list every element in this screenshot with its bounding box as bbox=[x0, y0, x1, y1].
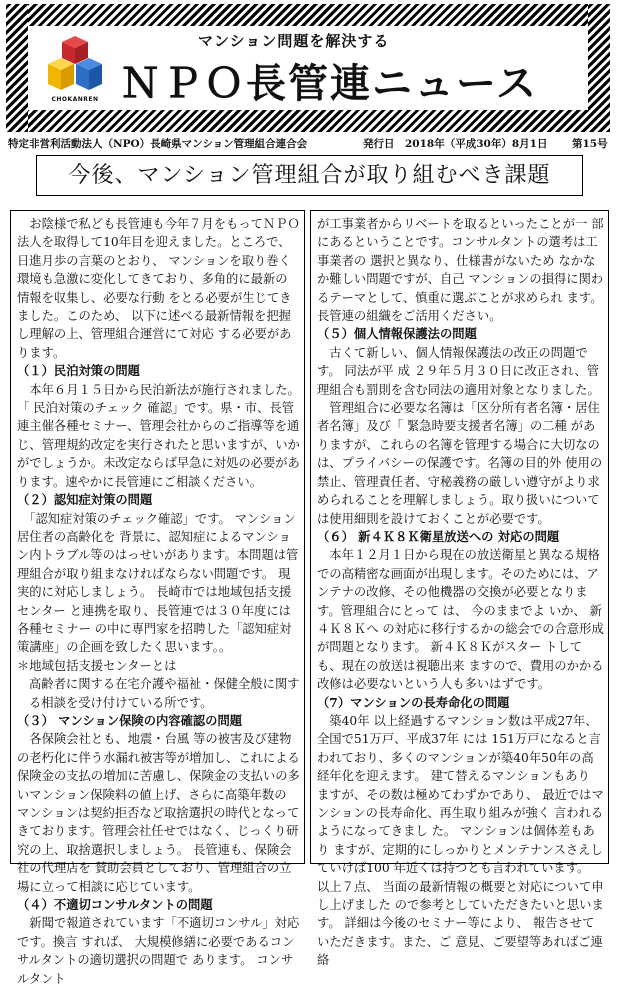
paragraph: 高齢者に関する在宅介護や福祉・保健全般に関する相談を受け付けている所です。 bbox=[29, 677, 300, 710]
article-headline: 今後、マンション管理組合が取り組むべき課題 bbox=[36, 155, 583, 196]
section-heading: （６） 新４Ｋ８Ｋ衛星放送への 対応の問題 bbox=[317, 528, 560, 544]
section-heading: （３） マンション保険の内容確認の問題 bbox=[17, 712, 243, 728]
hatched-border-top bbox=[6, 4, 610, 26]
section-heading: （２）認知症対策の問題 bbox=[17, 492, 153, 508]
hatched-border-right bbox=[588, 4, 610, 132]
logo-caption: CHOKANREN bbox=[51, 96, 99, 103]
right-column bbox=[310, 210, 609, 968]
publisher-line bbox=[8, 136, 608, 151]
section-heading: （４）不適切コンサルタントの問題 bbox=[17, 897, 213, 913]
masthead bbox=[6, 4, 610, 132]
paragraph: 「認知症対策のチェック確認」です。 マンション居住者の高齢化を 背景に、認知症によるマンション内トラブル等のはっせいがあります。本問題は管理組合が取り組まなければならない問題です。 現実的に対応しましょう。 長崎市では地域包括支援センター と連携を取り、長管連では３０年度には各種セミナー の中に専門家を招聘した「認知症対策講座」の企画を致したく思います。。 bbox=[17, 511, 299, 655]
paragraph: ＊地域包括支援センターとは bbox=[17, 658, 177, 673]
section-heading: （7）マンションの長寿命化の問題 bbox=[317, 694, 510, 710]
paragraph: 本年６月１５日から民泊新法が施行されました。「 民泊対策のチェック 確認」です。県・市、長管連主催各種セミナー、管理会社からのご指導等を通じ、管理規約改定を実行されたと思いますが、いかがでしょうか。未改定ならば早急に対処の必要があります。速やかに長管連にご相談ください。 bbox=[17, 382, 300, 489]
section-heading: （１）民泊対策の問題 bbox=[17, 363, 140, 379]
paragraph: 新聞で報道されています「不適切コンサル」対応です。換言 すれば、 大規模修繕に必要であるコンサルタントの適切選択の問題で あります。 コンサルタント bbox=[17, 916, 300, 986]
paragraph: 本年１２月１日から現在の放送衛星と異なる規格での高精密な画面が出現します。そのためには、アンテナの改修、その他機器の交換が必要となります。管理組合にとって は、 今のままでよ いか、 新４Ｋ８Ｋへ の対応に移行するかの総会での合意形成が問題となります。 新４Ｋ８Ｋがスター トしても、現在の放送は視聴出来 ますので、費用のかかる改修は必要ないという人も多いはずです。 bbox=[317, 548, 604, 692]
paragraph: 築40年 以上経過するマンション数は平成27年、全国で51万戸、平成37年 には 151万戸になると言われており、多くのマンションが築40年50年の高経年化を迎えます。 建て替えるマンションもあり ますが、その数は極めてわずかであり、 最近ではマンションの長寿命化、再生取り組みが強く 言われるようになってきまし た。 マンションは個体差もあり ますが、定期的にしっかりとメンテナンスさえしていけば100 年近くは持つとも言われています。 bbox=[317, 713, 604, 876]
newsletter-subtitle: マンション問題を解決する bbox=[198, 32, 390, 50]
issue-number: 第15号 bbox=[572, 138, 608, 150]
paragraph: 古くて新しい、個人情報保護法の改正の問題です。 同法が平 成 ２９年５月３０日に改正され、管理組合も罰則を含む同法の適用対象となりました。 bbox=[317, 345, 600, 397]
paragraph: が工事業者からリベートを取るといったことが一 部にあるということです。コンサルタントの選考は工事業者の 選択と異なり、仕様書がないため なかなか難しい問題ですが、自己 マンションの損得に関わるテーマとして、慎重に選ぶことが求められ ます。 長管連の組織をご活用ください。 bbox=[317, 217, 604, 324]
masthead-inner bbox=[28, 26, 588, 110]
publication-date: 発行日 2018年（平成30年）8月1日 bbox=[363, 138, 548, 150]
hatched-border-bottom bbox=[6, 110, 610, 132]
hatched-border-left bbox=[6, 4, 28, 132]
left-column bbox=[10, 210, 305, 986]
paragraph: お陰様で私ども長管連も今年７月をもってＮＰＯ法人を取得して10年目を迎えました。ところで、日進月歩の言葉のとおり、 マンションを取り巻く環境も急激に変化してきており、多角的に最新の 情報を収集し、必要な行動 をとる必要が生じてきました。このため、 以下に述べる最新情報を把握 し理解の上、管理組合運営にて対応 する必要があります。 bbox=[17, 217, 300, 360]
newsletter-title: ＮＰＯ長管連ニュース bbox=[120, 60, 538, 107]
section-heading: （５）個人情報保護法の問題 bbox=[317, 326, 477, 342]
publisher-org: 特定非営利活動法人（NPO）長崎県マンション管理組合連合会 bbox=[8, 138, 308, 150]
paragraph: 管理組合に必要な名簿は「区分所有者名簿・居住者名簿」及び「 緊急時要支援者名簿」の二種 がありますが、これらの名簿を管理する場合に大切なのは、プライバシーの保護です。名簿の目的外 使用の禁止、管理責任者、守秘義務の厳しい遵守がより求められることを理解しましょう。取り扱いについては使用細則を設けておくことが必要です。 bbox=[317, 401, 603, 526]
paragraph: 各保険会社とも、地震・台風 等の被害及び建物の老朽化に伴う水漏れ被害等が増加し、これによる保険金の支払の増加に苦慮し、保険金の支払いの多いマンション保険料の値上げ、さらに高築年数の マンションは契約拒否など取捨選択の時代となってきております。管理会社任せではなく、じっくり研究の上、取捨選択しましょう。 長管連も、保険会社の代理店を 賛助会員としており、管理組合の立場に立って相談に応じています。 bbox=[17, 732, 300, 894]
paragraph: 以上７点、 当面の最新情報の概要と対応について申し上げました ので参考としていただきたいと思います。 詳細は今後のセミナー等により、 報告させていただきます。また、ご 意見、ご要望等あればご連絡 bbox=[317, 879, 604, 968]
